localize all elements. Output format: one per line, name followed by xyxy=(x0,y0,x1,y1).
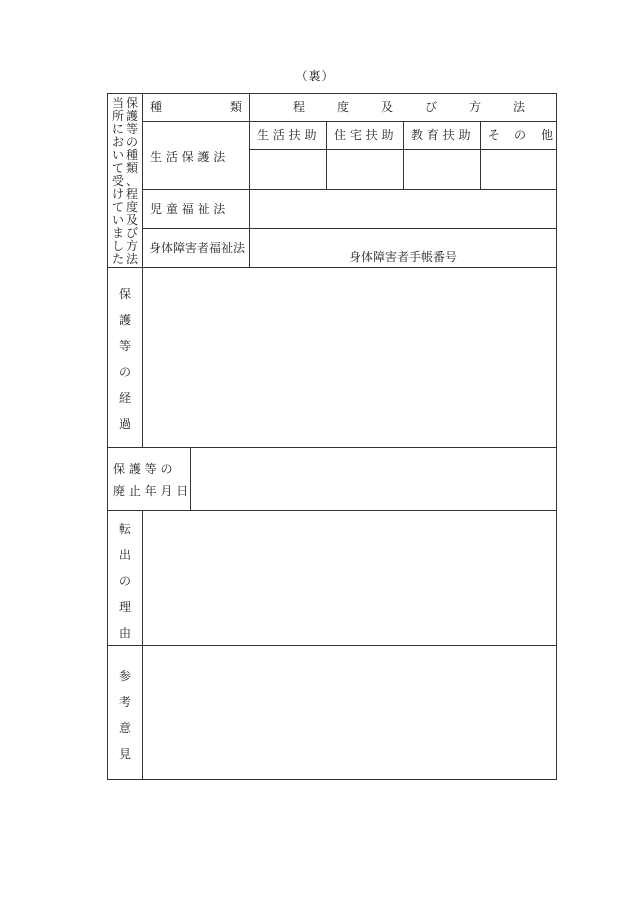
header-method-char: び xyxy=(425,100,438,114)
header-method-char: 方 xyxy=(469,100,482,114)
protection-type-label: 保 護 等 の 種 類 、 程 度 及 び 方 法 xyxy=(125,96,138,266)
column-separator xyxy=(249,93,250,268)
sub-other-char: の xyxy=(514,128,527,142)
label-char: 理 xyxy=(118,600,131,614)
received-at-office-label: 当 所 に お い て 受 け て い ま し た xyxy=(111,96,124,266)
page-title: （裏） xyxy=(295,69,335,83)
abolition-label-line1: 保 護 等 の xyxy=(113,462,173,476)
history-label xyxy=(115,285,135,441)
seikatsu-hogo-label: 生 活 保 護 法 xyxy=(150,150,226,164)
column-separator xyxy=(190,447,191,511)
header-type-left: 種 xyxy=(150,100,163,114)
table-border-left xyxy=(107,93,108,780)
column-separator xyxy=(326,121,327,190)
header-method-char: 度 xyxy=(337,100,350,114)
abolition-label-line2: 廃 止 年 月 日 xyxy=(113,484,189,498)
label-char: 等 xyxy=(118,339,131,353)
table-border-right xyxy=(556,93,557,780)
column-separator xyxy=(142,510,143,780)
row-separator xyxy=(142,121,557,122)
table-border-bottom xyxy=(107,779,557,780)
reference-opinion-label xyxy=(115,667,135,771)
column-separator xyxy=(142,93,143,268)
label-char: 過 xyxy=(118,417,131,431)
header-method-char: 程 xyxy=(293,100,306,114)
techo-number-label: 身体障害者手帳番号 xyxy=(349,250,458,264)
label-char: 護 xyxy=(118,313,131,327)
label-char: の xyxy=(118,365,131,379)
row-separator xyxy=(107,447,557,448)
transfer-reason-label xyxy=(115,520,135,650)
label-char: 経 xyxy=(118,391,131,405)
sub-header-seikatsu: 生 活 扶 助 xyxy=(257,128,317,142)
column-separator xyxy=(142,267,143,448)
label-char: の xyxy=(118,574,131,588)
header-method-char: 及 xyxy=(381,100,394,114)
table-border-top xyxy=(107,93,557,94)
sub-other-char: そ xyxy=(488,128,501,142)
label-char: 考 xyxy=(118,695,131,709)
row-separator xyxy=(107,267,557,268)
label-char: 意 xyxy=(118,721,131,735)
label-char: 転 xyxy=(118,522,131,536)
column-separator xyxy=(403,121,404,190)
label-char: 見 xyxy=(118,747,131,761)
sub-other-char: 他 xyxy=(541,128,554,142)
row-separator xyxy=(107,645,557,646)
header-method-char: 法 xyxy=(513,100,526,114)
label-char: 参 xyxy=(118,669,131,683)
row-separator xyxy=(142,189,557,190)
label-char: 出 xyxy=(118,548,131,562)
row-separator xyxy=(142,228,557,229)
label-char: 保 xyxy=(118,287,131,301)
sub-header-kyoiku: 教 育 扶 助 xyxy=(411,128,471,142)
jido-fukushi-label: 児 童 福 祉 法 xyxy=(150,202,226,216)
column-separator xyxy=(480,121,481,190)
row-separator xyxy=(107,510,557,511)
shintai-fukushi-label: 身体障害者福祉法 xyxy=(149,241,246,255)
label-char: 由 xyxy=(118,626,131,640)
sub-header-jutaku: 住 宅 扶 助 xyxy=(334,128,394,142)
header-type-right: 類 xyxy=(230,100,243,114)
